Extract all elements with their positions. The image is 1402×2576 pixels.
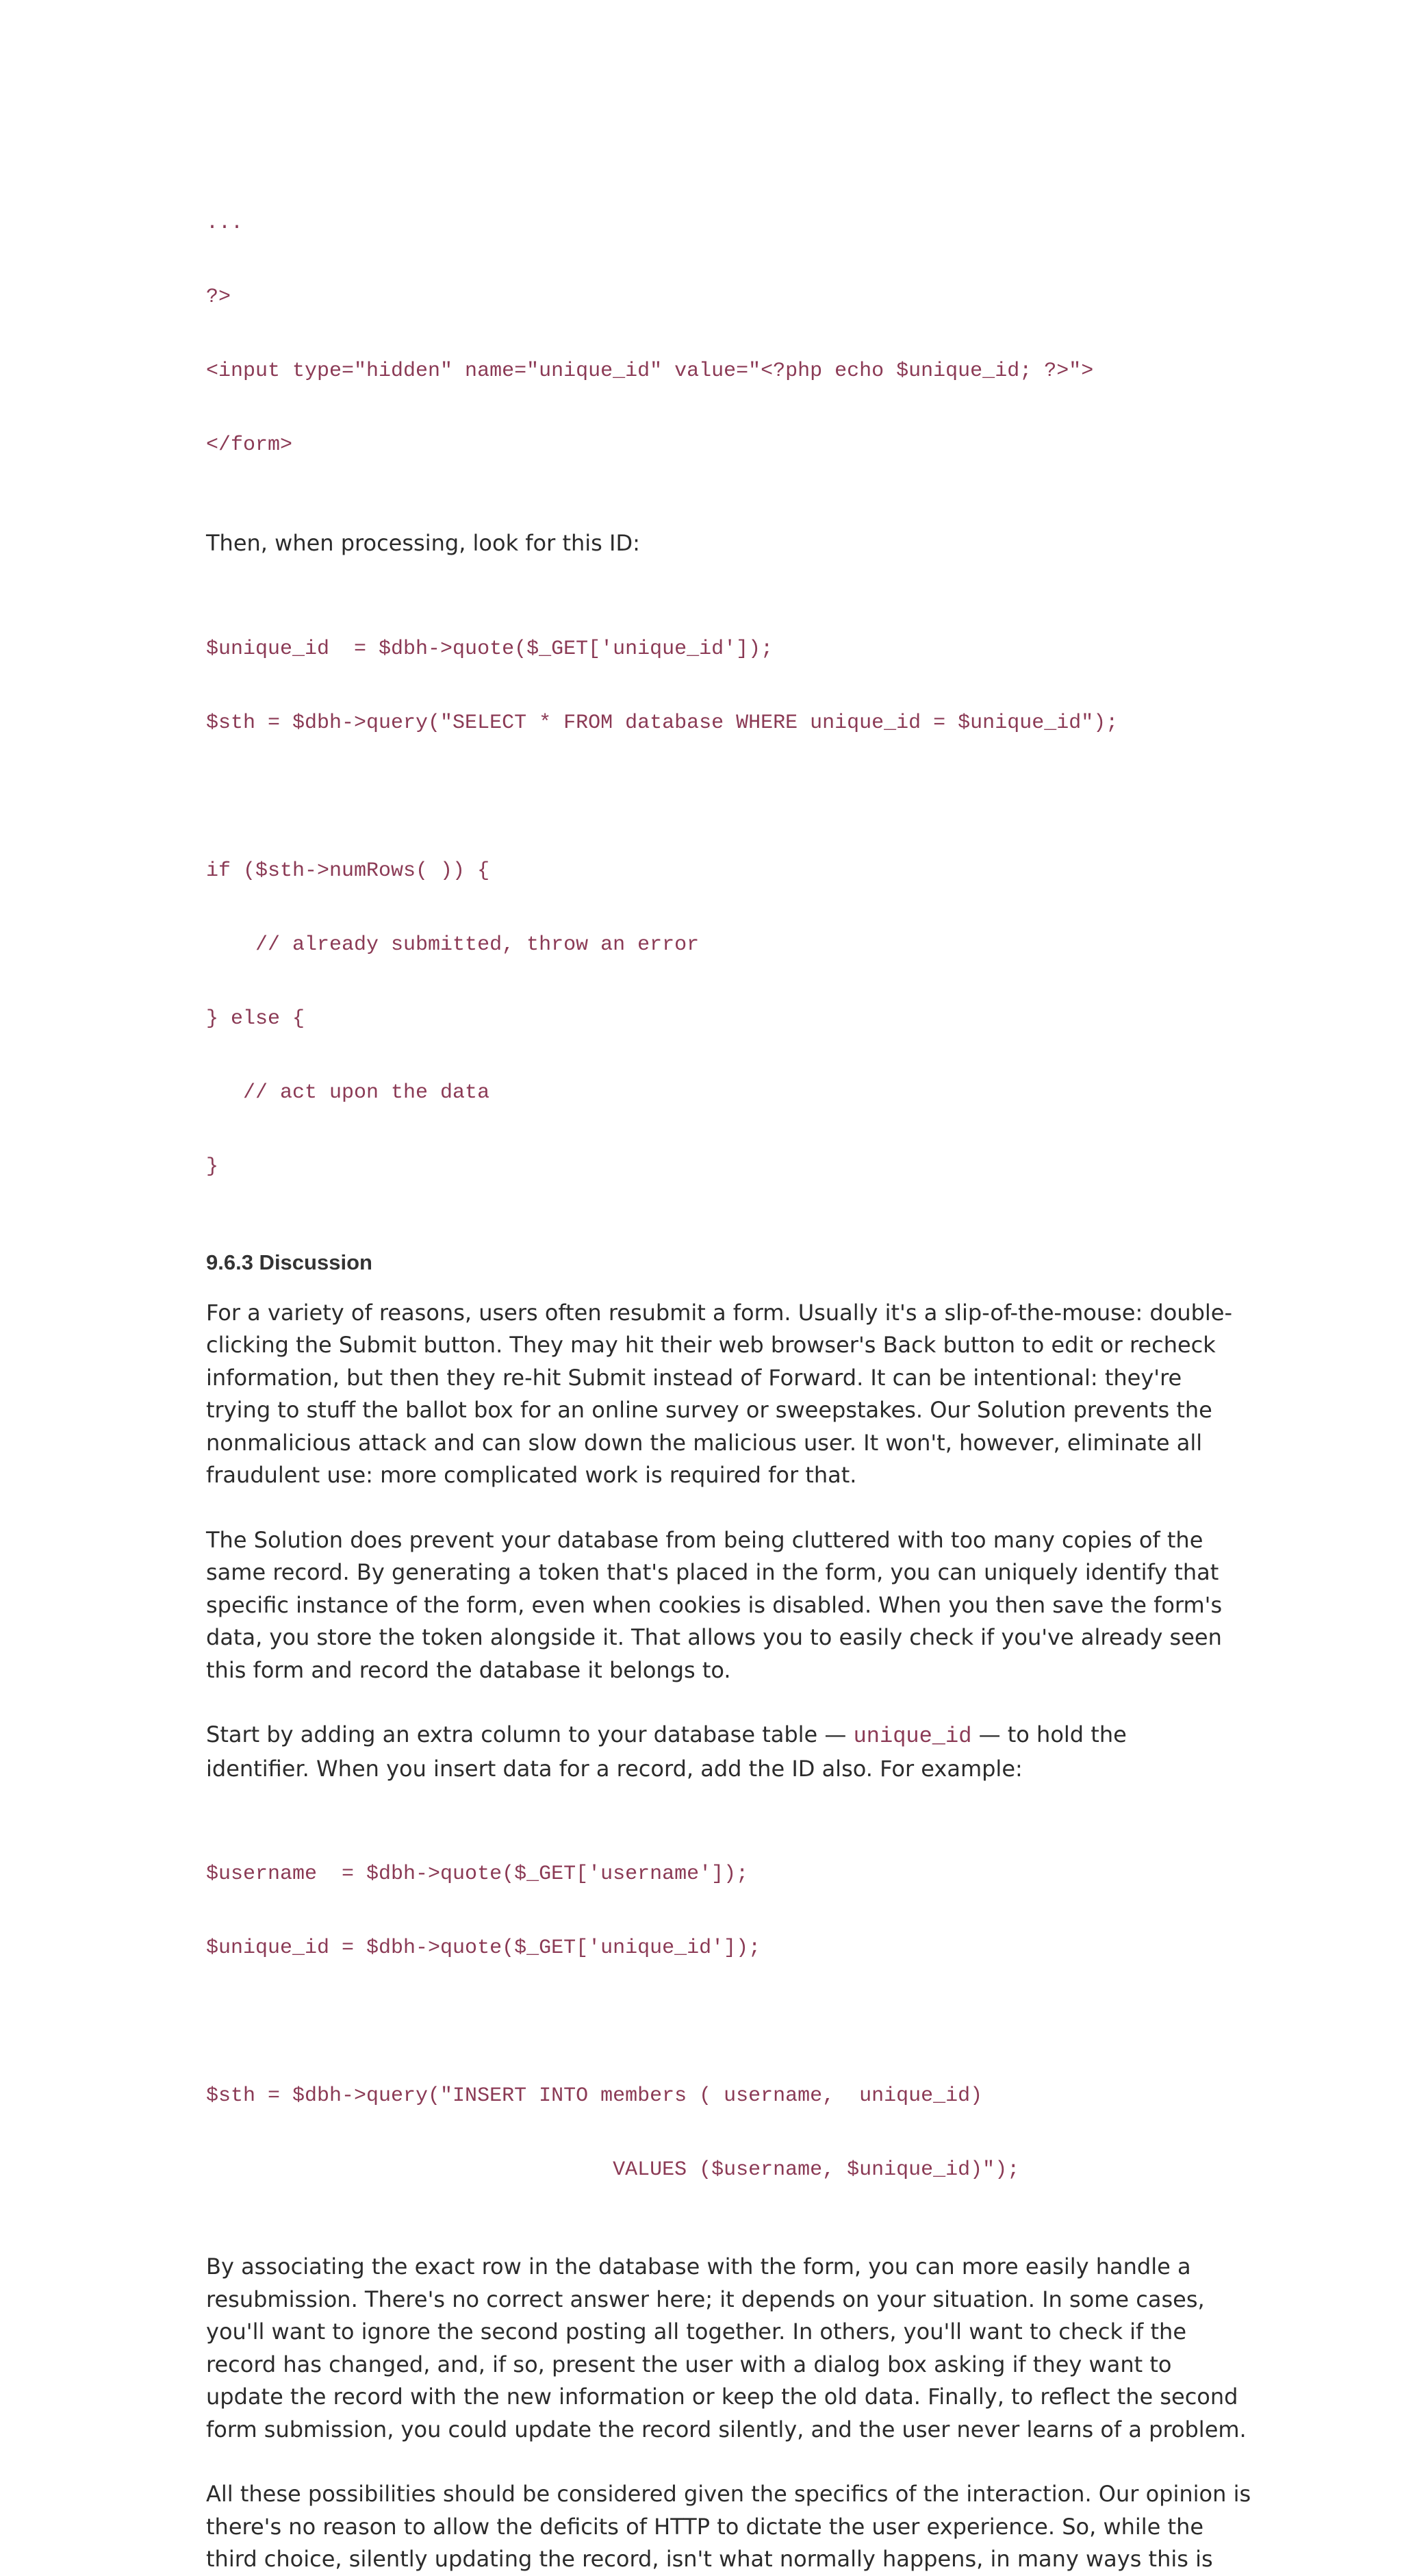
code-line: $username = $dbh->quote($_GET['username']); xyxy=(206,1862,749,1886)
paragraph-line: resubmission. There's no correct answer here; it depends on your situation. In some cases, xyxy=(206,2286,1205,2312)
paragraph-line: third choice, silently updating the record, isn't what normally happens, in many ways this is xyxy=(206,2546,1213,2572)
paragraph-line: Then, when processing, look for this ID: xyxy=(206,530,640,556)
code-line: <input type="hidden" name="unique_id" value="<?php echo $unique_id; ?>"> xyxy=(206,359,1094,383)
section-heading: 9.6.3 Discussion xyxy=(206,1250,372,1274)
paragraph-line: you'll want to ignore the second posting all together. In others, you'll want to check if the xyxy=(206,2319,1186,2345)
code-line: VALUES ($username, $unique_id)"); xyxy=(206,2158,1020,2182)
paragraph-then xyxy=(206,527,1206,560)
code-line xyxy=(206,2010,1206,2034)
paragraph-line: All these possibilities should be considered given the specifics of the interaction. Our opinion is xyxy=(206,2481,1251,2507)
paragraph-line: identifier. When you insert data for a record, add the ID also. For example: xyxy=(206,1755,1023,1782)
inline-code-unique-id: unique_id xyxy=(853,1723,972,1749)
code-line: $sth = $dbh->query("INSERT INTO members ( username, unique_id) xyxy=(206,2084,983,2108)
paragraph-discussion-5 xyxy=(206,2478,1251,2576)
code-line xyxy=(206,785,1206,809)
paragraph-line: data, you store the token alongside it. That allows you to easily check if you've already seen xyxy=(206,1624,1222,1650)
paragraph-line: nonmalicious attack and can slow down the malicious user. It won't, however, eliminate all xyxy=(206,1429,1203,1456)
code-line: } xyxy=(206,1154,219,1178)
document-page xyxy=(206,162,1251,2576)
paragraph-discussion-4 xyxy=(206,2251,1247,2446)
code-line: </form> xyxy=(206,433,293,457)
paragraph-line: clicking the Submit button. They may hit their web browser's Back button to edit or recheck xyxy=(206,1332,1216,1358)
code-line: if ($sth->numRows( )) { xyxy=(206,859,490,883)
paragraph-line: For a variety of reasons, users often resubmit a form. Usually it's a slip-of-the-mouse: double- xyxy=(206,1299,1233,1326)
code-line: $unique_id = $dbh->quote($_GET['unique_id']); xyxy=(206,637,774,661)
paragraph-line: this form and record the database it belongs to. xyxy=(206,1656,731,1683)
paragraph-line: record has changed, and, if so, present the user with a dialog box asking if they want to xyxy=(206,2351,1172,2377)
code-line: $sth = $dbh->query("SELECT * FROM database WHERE unique_id = $unique_id"); xyxy=(206,711,1119,735)
paragraph-line: information, but then they re-hit Submit instead of Forward. It can be intentional: they're xyxy=(206,1364,1182,1391)
code-line: // already submitted, throw an error xyxy=(206,933,700,957)
paragraph-line: specific instance of the form, even when cookies is disabled. When you then save the form's xyxy=(206,1591,1223,1618)
paragraph-line: same record. By generating a token that's placed in the form, you can uniquely identify that xyxy=(206,1559,1219,1585)
code-line: $unique_id = $dbh->quote($_GET['unique_id']); xyxy=(206,1936,761,1960)
text-run: — to hold the xyxy=(971,1721,1127,1747)
paragraph-line: there's no reason to allow the deficits of HTTP to dictate the user experience. So, while the xyxy=(206,2513,1204,2540)
paragraph-line: trying to stuff the ballot box for an online survey or sweepstakes. Our Solution prevents the xyxy=(206,1397,1212,1423)
paragraph-discussion-1 xyxy=(206,1297,1233,1492)
paragraph-line xyxy=(206,1719,1206,1753)
paragraph-discussion-2 xyxy=(206,1524,1223,1687)
paragraph-line: update the record with the new information or keep the old data. Finally, to reflect the second xyxy=(206,2384,1238,2410)
paragraph-line: fraudulent use: more complicated work is required for that. xyxy=(206,1462,857,1488)
paragraph-line: The Solution does prevent your database from being cluttered with too many copies of the xyxy=(206,1526,1203,1553)
code-block-processing xyxy=(206,588,1206,1228)
code-block-insert xyxy=(206,1813,1206,2232)
code-line: // act upon the data xyxy=(206,1081,490,1104)
code-line: ?> xyxy=(206,286,231,309)
paragraph-discussion-3 xyxy=(206,1719,1206,1785)
text-run: Start by adding an extra column to your database table — xyxy=(206,1721,854,1747)
paragraph-line: form submission, you could update the record silently, and the user never learns of a problem. xyxy=(206,2416,1247,2442)
code-line: ... xyxy=(206,212,244,235)
code-block-form-hidden-input xyxy=(206,162,1206,507)
code-line: } else { xyxy=(206,1007,305,1031)
paragraph-line: By associating the exact row in the database with the form, you can more easily handle a xyxy=(206,2253,1191,2280)
